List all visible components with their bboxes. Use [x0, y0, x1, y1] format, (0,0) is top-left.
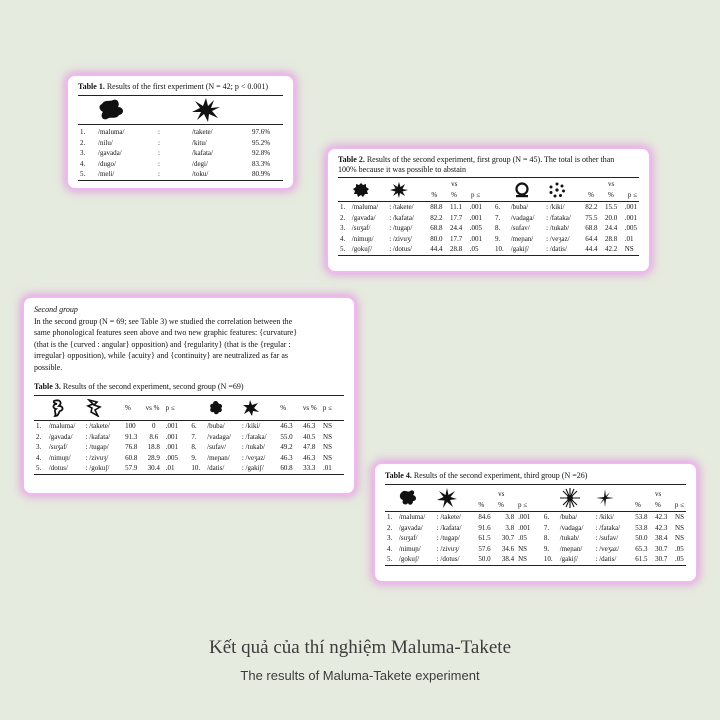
table-row: 4. /nimuɲ/ : /zivuʒ/ 80.0 17.7 .001 9. /meɲan/ : /veʒaz/ 64.4 28.8 .01 — [340, 234, 634, 243]
dotted-circle-icon — [548, 182, 566, 198]
starburst-lines-icon — [560, 488, 580, 508]
table1-title: Results of the first experiment (N = 42; p < 0.001) — [106, 82, 269, 91]
table4-title: Results of the second experiment, third group (N =26) — [413, 471, 588, 480]
table-row: 5. /meli/ : /toku/ 80.9% — [80, 170, 271, 178]
rounded-flower-icon — [207, 399, 225, 417]
table4-card — [375, 464, 696, 581]
table-row: 3. /suʒaf/ : /tugap/ 61.5 30.7 .05 8. /tukab/ : /sufav/ 50.0 38.4 NS — [387, 534, 684, 542]
paragraph-line: In the second group (N = 69; see Table 3) we studied the correlation between the — [34, 316, 293, 326]
sharp-burst-icon — [437, 488, 457, 508]
paragraph-line: same phonological features seen above and two new graphic features: {curvature} — [34, 328, 298, 337]
group2-heading: Second group — [34, 305, 78, 314]
table3-grid — [34, 396, 334, 420]
table-row: 1. /maluma/ : /takete/ 88.8 11.1 .001 6. /buba/ : /kiki/ 82.2 15.5 .001 — [340, 203, 637, 211]
table1-card — [68, 76, 293, 188]
table3-card — [24, 298, 354, 493]
table4-caption — [385, 471, 686, 481]
footer-title-english: The results of Maluma-Takete experiment — [240, 668, 480, 683]
table-row: 4. /dugo/ : /degi/ 83.3% — [80, 159, 271, 168]
table-row: 2. /nilu/ : /kitu/ 95.2% — [80, 138, 271, 147]
table-row: 3. /gavada/ : /kafata/ 92.8% — [80, 149, 271, 157]
table2-grid — [338, 178, 639, 201]
table1-shape-row — [78, 96, 283, 124]
table2-title-line1: Results of the second experiment, first group (N = 45). The total is other than — [366, 155, 615, 164]
rounded-gear-icon — [352, 182, 370, 198]
table2-title-line2: 100% because it was possible to abstain — [338, 165, 466, 174]
rounded-blob-icon — [98, 98, 126, 122]
table4-body — [385, 512, 686, 565]
table2-label: Table 2. — [338, 155, 365, 164]
paragraph-line: possible. — [34, 362, 63, 372]
table-row: 3. /suʒaf/ : /tugap/ 68.8 24.4 .005 8. /sufav/ : /tukab/ 68.8 24.4 .005 — [340, 224, 637, 232]
table3-label: Table 3. — [34, 382, 61, 391]
table3-header-row: % vs % p ≤ % vs % p ≤ — [34, 396, 334, 420]
table3-caption — [34, 382, 344, 392]
table-row: 1. /maluma/ : /takete/ 97.6% — [80, 128, 271, 136]
table1-grid — [78, 96, 283, 124]
curved-glyph-icon — [49, 399, 67, 417]
table-row: 2. /gavada/ : /kafata/ 82.2 17.7 .001 7. /vadaga/ : /fataka/ 75.5 20.0 .001 — [340, 213, 637, 222]
table1-caption — [78, 82, 283, 92]
table4-grid — [385, 485, 686, 511]
table3-body — [34, 421, 334, 474]
jagged-star-icon — [242, 399, 260, 417]
table-row: 5. /gokuʃ/ : /dotus/ 44.4 28.8 .05 10. /gakiʃ/ : /datis/ 44.4 42.2 NS — [340, 245, 634, 253]
table-row: 2. /gavada/ : /kafata/ 91.3 8.6 .001 7. /vadaga/ : /fataka/ 55.0 40.5 NS — [36, 432, 332, 441]
table2-caption — [338, 155, 639, 175]
footer-title-vietnamese: Kết quả của thí nghiệm Maluma-Takete — [208, 637, 512, 658]
table-row: 2. /gavada/ : /kafata/ 91.6 3.8 .001 7. /vadaga/ : /fataka/ 53.8 42.3 NS — [387, 523, 684, 532]
angular-glyph-icon — [85, 399, 103, 417]
paragraph-line: (that is the {curved : angular} opposition) and {regularity} (that is the {regular : — [34, 339, 291, 349]
table4-header-row: % vs % p ≤ % vs % p ≤ — [385, 485, 686, 511]
table1-label: Table 1. — [78, 82, 105, 91]
star-burst-icon — [390, 182, 408, 198]
table4-label: Table 4. — [385, 471, 412, 480]
blob-shape-icon — [399, 488, 419, 508]
table2-header-row: % vs % p ≤ % vs % p ≤ — [338, 178, 639, 201]
thin-star-icon — [595, 488, 615, 508]
table-row: 5. /gokuʃ/ : /dotus/ 50.0 38.4 NS 10. /gakiʃ/ : /datis/ 61.5 30.7 .05 — [387, 555, 684, 563]
table-row: 1. /maluma/ : /takete/ 100 0 .001 6. /buba/ : /kiki/ 46.3 46.3 NS — [36, 422, 332, 430]
ring-shape-icon — [513, 182, 531, 198]
table-row: 3. /suʒaf/ : /tugap/ 76.8 18.8 .001 8. /sufav/ : /tukab/ 49.2 47.8 NS — [36, 443, 332, 451]
table-row: 4. /nimuɲ/ : /zivuʒ/ 57.6 34.6 NS 9. /meɲan/ : /veʒaz/ 65.3 30.7 .05 — [387, 544, 684, 553]
table3-title: Results of the second experiment, second group (N =69) — [62, 382, 244, 391]
table-row: 5. /dotus/ : /gokuʃ/ 57.9 30.4 .01 10. /datis/ : /gakiʃ/ 60.8 33.3 .01 — [36, 464, 332, 472]
spiky-star-icon — [192, 98, 220, 122]
paragraph-line: irregular} opposition), while {acuity} and {continuity} are neutralized as far as — [34, 351, 289, 360]
table2-body — [338, 202, 639, 255]
table-row: 1. /maluma/ : /takete/ 84.6 3.8 .001 6. /buba/ : /kiki/ 53.8 42.3 NS — [387, 513, 684, 521]
table-row: 4. /nimuɲ/ : /zivuʒ/ 60.8 28.9 .005 9. /meɲan/ : /veʒaz/ 46.3 46.3 NS — [36, 453, 332, 462]
group2-paragraph — [34, 304, 344, 373]
table2-card — [328, 149, 649, 271]
table1-body — [78, 127, 283, 180]
